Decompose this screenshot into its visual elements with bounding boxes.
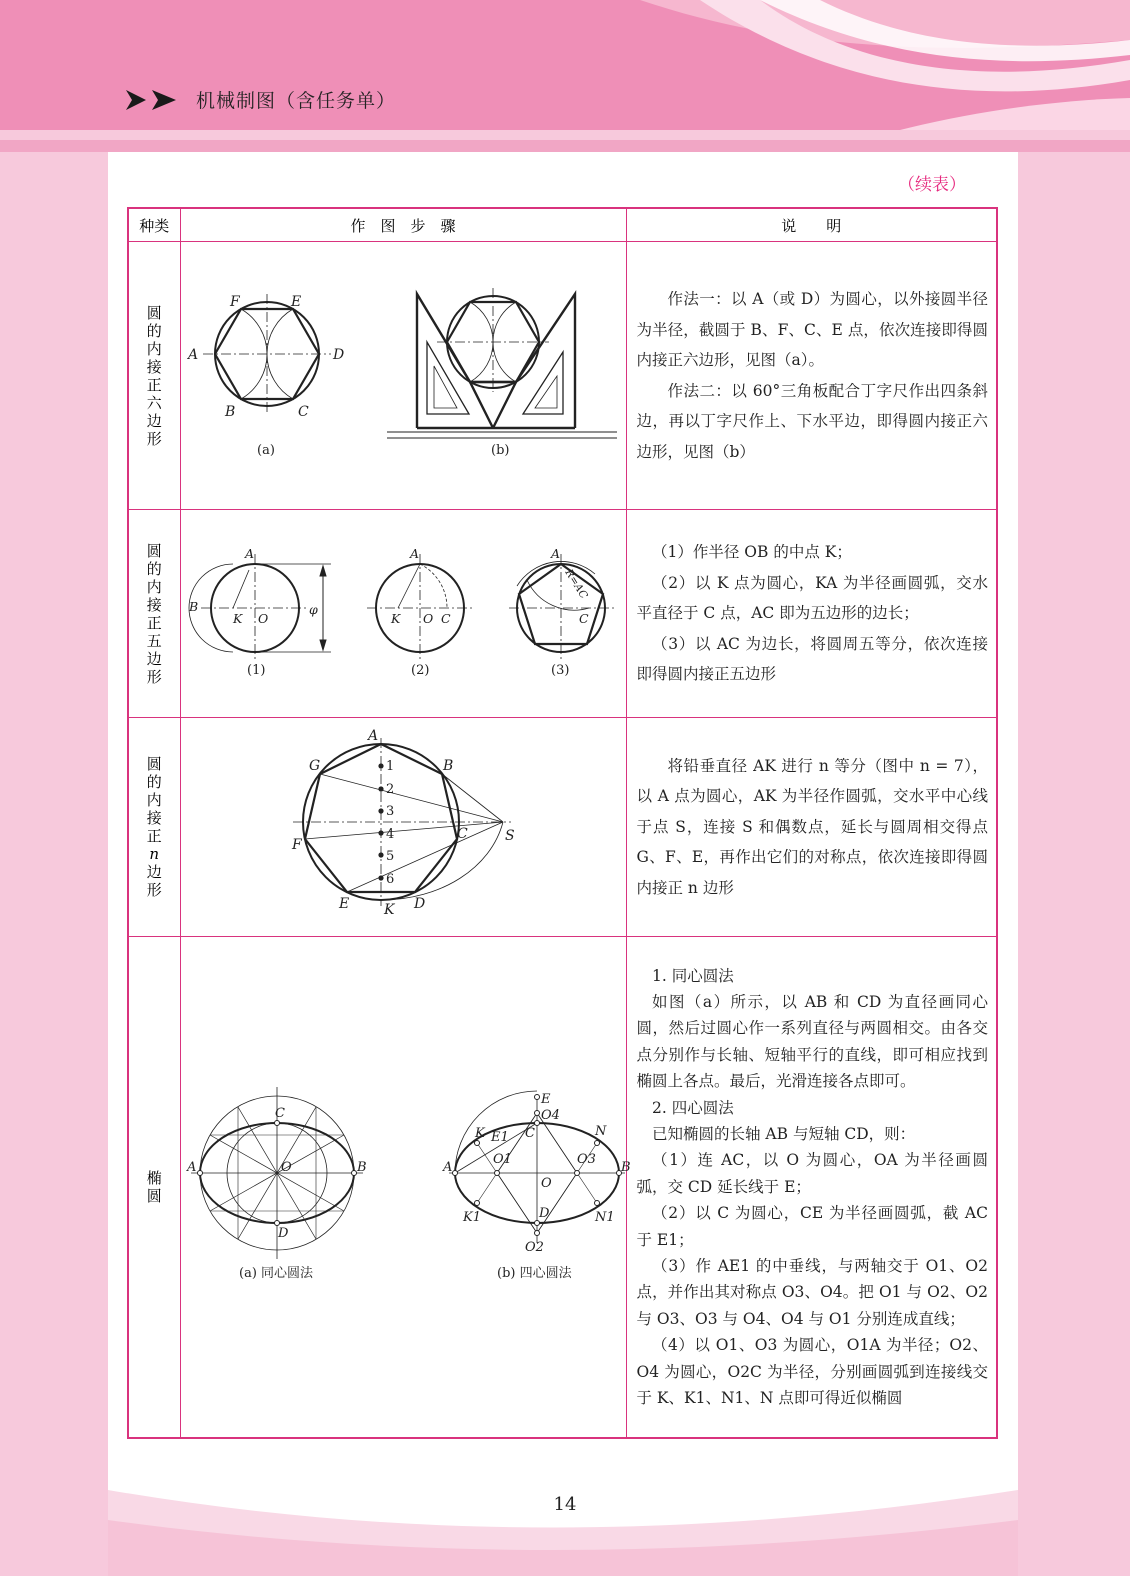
point-label-N1: N1 xyxy=(594,1210,615,1225)
division-label-1: 1 xyxy=(385,759,394,774)
column-header-category: 种类 xyxy=(128,208,180,242)
point-label-E: E xyxy=(540,1092,550,1107)
point-label-E: E xyxy=(290,294,301,310)
description-cell-hexagon: 作法一：以 A（或 D）为圆心，以外接圆半径为半径，截圆于 B、F、C、E 点，依次连接即得圆内接正六边形，见图（a）。 作法二：以 60°三角板配合丁字尺作出四条斜边，再以丁字尺作上、下水平边，即得圆内接正六边形，见图（b） xyxy=(626,242,997,510)
point-label-C: C xyxy=(440,611,451,626)
point-label-A: A xyxy=(442,1160,452,1175)
figure-caption-a: (a) xyxy=(256,443,275,458)
figure-caption-1: (1) xyxy=(246,663,265,678)
point-label-N: N xyxy=(594,1124,606,1139)
point-label-O: O xyxy=(540,1176,552,1191)
ellipse-construction-figure xyxy=(181,937,631,1433)
point-label-B: B xyxy=(188,599,198,614)
header-band xyxy=(0,140,1130,152)
point-label-O3: O3 xyxy=(576,1152,596,1167)
point-label-A: A xyxy=(244,546,254,561)
description-cell-n-gon: 将铅垂直径 AK 进行 n 等分（图中 n = 7），以 A 点为圆心，AK 为半径作圆弧，交水平中心线于点 S，连接 S 和偶数点，延长与圆周相交得点 G、F、E，再作出它们的对称点，依次连接即得圆内接正 n 边形 xyxy=(626,718,997,937)
point-label-A: A xyxy=(367,728,378,744)
point-label-C: C xyxy=(456,826,468,842)
point-label-F: F xyxy=(291,837,302,853)
figure-cell-hexagon xyxy=(180,242,626,510)
hexagon-construction-figure xyxy=(181,242,627,505)
point-label-G: G xyxy=(308,758,320,774)
division-label-3: 3 xyxy=(385,804,394,819)
figure-caption-2: (2) xyxy=(410,663,429,678)
point-label-A: A xyxy=(186,1160,196,1175)
point-label-B: B xyxy=(356,1160,367,1175)
point-label-K: K xyxy=(383,902,394,918)
table-row-hexagon xyxy=(128,242,997,510)
point-label-O: O xyxy=(257,611,268,626)
category-cell: 圆 的 内 接 正 五 边 形 xyxy=(128,510,180,718)
book-title: 机械制图（含任务单） xyxy=(196,90,397,112)
category-cell: 椭 圆 xyxy=(128,937,180,1439)
point-label-O2: O2 xyxy=(524,1240,544,1255)
point-label-C: C xyxy=(578,611,589,626)
page-header xyxy=(0,0,1130,130)
point-label-K1: K1 xyxy=(462,1210,481,1225)
point-label-K: K xyxy=(390,611,400,626)
point-label-K: K xyxy=(232,611,242,626)
radius-label: R=AC xyxy=(561,567,590,602)
point-label-E: E xyxy=(338,896,349,912)
point-label-D: D xyxy=(538,1206,549,1221)
point-label-S: S xyxy=(504,828,515,844)
page-number: 14 xyxy=(553,1494,577,1515)
point-label-B: B xyxy=(620,1160,631,1175)
n-gon-construction-figure xyxy=(181,718,627,932)
point-label-B: B xyxy=(442,758,453,774)
point-label-D: D xyxy=(277,1226,288,1241)
point-label-D: D xyxy=(413,896,425,912)
point-label-C: C xyxy=(524,1126,535,1141)
point-label-A: A xyxy=(409,546,419,561)
point-label-O: O xyxy=(280,1160,292,1175)
double-arrow-icon xyxy=(126,88,186,114)
table-header-row xyxy=(128,208,997,242)
figure-cell-n-gon xyxy=(180,718,626,937)
description-cell-ellipse: 1. 同心圆法 如图（a）所示，以 AB 和 CD 为直径画同心圆，然后过圆心作一系列直径与两圆相交。由各交点分别作与长轴、短轴平行的直线，即可相应找到椭圆上各点。最后，光滑连接各点即可。 2. 四心圆法 已知椭圆的长轴 AB 与短轴 CD，则： （1）连 AC，以 O 为圆心，OA 为半径画圆弧，交 CD 延长线于 E； （2）以 C 为圆心，CE 为半径画圆弧，截 AC 于 E1； （3）作 AE1 的中垂线，与两轴交于 O1、O2 点，并作出其对称点 O3、O4。把 O1 与 O2、O2 与 O3、O3 与 O4、O4 与 O1 分别连成直线； （4）以 O1、O3 为圆心，O1A 为半径；O2、O4 为圆心，O2C 为半径，分别画圆弧到连接线交于 K、K1、N1、N 点即可得近似椭圆 xyxy=(626,937,997,1439)
figure-caption-a: (a) 同心圆法 xyxy=(238,1266,313,1281)
point-label-F: F xyxy=(229,294,240,310)
figure-caption-3: (3) xyxy=(550,663,569,678)
point-label-E1: E1 xyxy=(490,1130,509,1145)
category-cell: 圆 的 内 接 正 六 边 形 xyxy=(128,242,180,510)
point-label-A: A xyxy=(550,546,560,561)
point-label-A: A xyxy=(187,347,198,363)
point-label-O1: O1 xyxy=(492,1152,512,1167)
point-label-B: B xyxy=(224,404,235,420)
point-label-K: K xyxy=(474,1126,485,1141)
division-label-2: 2 xyxy=(385,782,394,797)
figure-cell-ellipse xyxy=(180,937,631,1439)
division-label-5: 5 xyxy=(385,849,394,864)
description-cell-pentagon: （1）作半径 OB 的中点 K； （2）以 K 点为圆心，KA 为半径画圆弧，交水平直径于 C 点，AC 即为五边形的边长； （3）以 AC 为边长，将圆周五等分，依次连接即得圆内接正五边形 xyxy=(626,510,997,718)
division-label-6: 6 xyxy=(385,872,394,887)
category-cell: 圆 的 内 接 正 n 边 形 xyxy=(128,718,180,937)
column-header-notes: 说 明 xyxy=(626,208,997,242)
figure-caption-b: (b) 四心圆法 xyxy=(496,1266,572,1281)
point-label-O: O xyxy=(422,611,433,626)
diameter-label: φ xyxy=(308,602,318,617)
point-label-C: C xyxy=(297,404,309,420)
construction-table xyxy=(127,207,998,1439)
table-row-ellipse xyxy=(128,937,997,1439)
column-header-steps: 作 图 步 骤 xyxy=(180,208,626,242)
pentagon-construction-figure xyxy=(181,510,627,713)
figure-cell-pentagon xyxy=(180,510,626,718)
table-row-pentagon xyxy=(128,510,997,718)
continued-label: （续表） xyxy=(898,175,966,195)
point-label-C: C xyxy=(274,1106,285,1121)
point-label-O4: O4 xyxy=(540,1108,560,1123)
bottom-wave-graphic xyxy=(0,1470,1130,1576)
point-label-D: D xyxy=(332,347,344,363)
table-row-n-gon xyxy=(128,718,997,937)
division-label-4: 4 xyxy=(385,827,394,842)
figure-caption-b: (b) xyxy=(490,443,509,458)
